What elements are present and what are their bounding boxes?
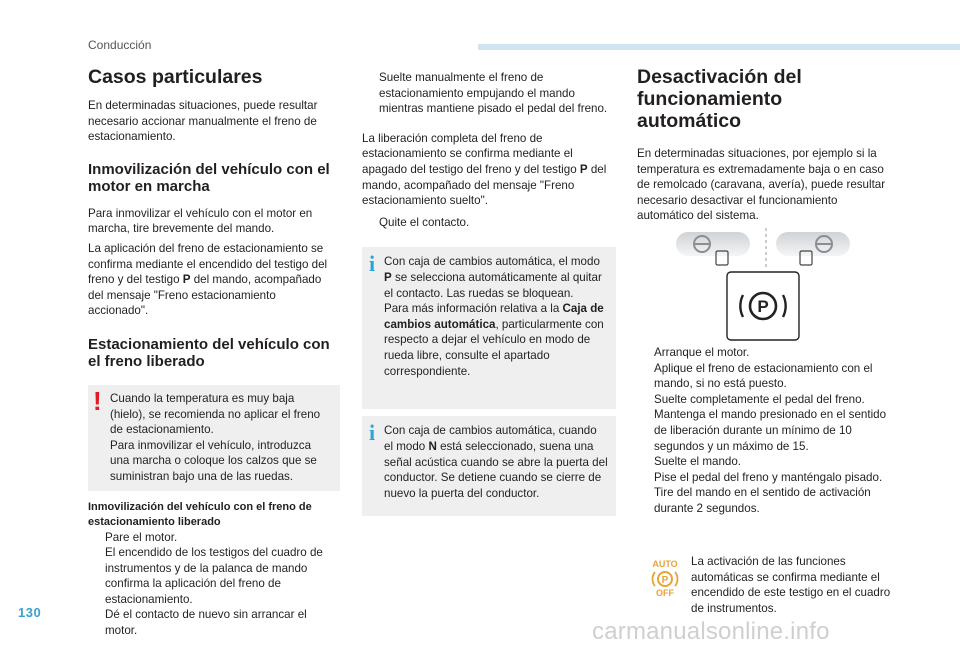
p-symbol: P — [182, 273, 191, 287]
column-1 — [88, 66, 338, 639]
info-text: Para más información relativa a la Caja de cambios automática, particularmente con respecto a dejar el vehículo en modo de rueda libre, consulte el apartado correspondiente. — [384, 302, 604, 378]
info-box-auto-gearbox-n — [362, 416, 616, 516]
parking-brake-control-icon — [727, 272, 799, 340]
info-icon: i — [369, 251, 376, 277]
step-item: Dé el contacto de nuevo sin arrancar el motor. — [105, 608, 307, 638]
page-number: 130 — [18, 605, 42, 620]
warning-text: Para inmovilizar el vehículo, introduzca una marcha o coloque los calzos que se suministran bajo una de las ruedas. — [110, 438, 317, 483]
info-text: Con caja de cambios automática, cuando el modo N está seleccionado, suena una señal acústica cuando se abre la puerta del conductor. Se detiene cuando se cierre de nuevo la puerta del conductor. — [384, 424, 608, 500]
deactivation-steps-list — [637, 345, 891, 517]
section-header: Conducción — [88, 38, 152, 52]
step-item: Pare el motor. El encendido de los testigos del cuadro de instrumentos y de la palanca de mando confirma la aplicación del freno de estacionamiento. — [105, 530, 323, 606]
column-2 — [362, 66, 616, 516]
step-item: Arranque el motor. — [654, 346, 750, 359]
step-item: Suelte el mando. — [654, 455, 742, 469]
column-3 — [637, 66, 891, 224]
control-p-label: P — [757, 297, 769, 316]
intro-paragraph: En determinadas situaciones, por ejemplo si la temperatura es extremadamente baja o en caso de remolcado (caravana, avería), puede resultar necesario desactivar el funcionamiento automático del sistema. — [637, 147, 886, 223]
title-casos-particulares: Casos particulares — [88, 66, 263, 88]
header-bar — [478, 44, 960, 50]
brake-pedal-right-icon — [776, 232, 850, 265]
section-freno-liberado-title: Estacionamiento del vehículo con el freno liberado — [88, 335, 330, 370]
step-item: Tire del mando en el sentido de activación durante 2 segundos. — [654, 486, 871, 515]
info-icon: i — [369, 420, 376, 446]
parking-brake-illustration — [672, 224, 862, 344]
info-text: Con caja de cambios automática, el modo P se selecciona automáticamente al quitar el contacto. Las ruedas se bloquean. — [384, 255, 602, 300]
paragraph: La liberación completa del freno de estacionamiento se confirma mediante el apagado del testigo del freno y del testigo P del mando, acompañado del mensaje "Freno estacionamiento suelto". — [362, 131, 607, 208]
step-item: Pise el pedal del freno y manténgalo pisado. — [654, 470, 883, 484]
activation-note: La activación de las funciones automáticas se confirma mediante el encendido de este testigo en el cuadro de instrumentos. — [691, 555, 891, 615]
subsection-title: Inmovilización del vehículo con el freno de estacionamiento liberado — [88, 500, 312, 528]
step-item: Quite el contacto. — [379, 215, 470, 229]
svg-text:P: P — [661, 575, 669, 586]
watermark: carmanualsonline.info — [592, 618, 830, 645]
p-symbol: P — [579, 162, 588, 176]
warning-icon: ! — [93, 385, 102, 416]
step-item: Suelte manualmente el freno de estacionamiento empujando el mando mientras mantiene pisado el pedal del freno. — [379, 71, 608, 116]
paragraph: Para inmovilizar el vehículo con el motor en marcha, tire brevemente del mando. — [88, 206, 313, 236]
warning-box — [88, 385, 340, 491]
intro-paragraph: En determinadas situaciones, puede resultar necesario accionar manualmente el freno de estacionamiento. — [88, 99, 318, 144]
step-item: Aplique el freno de estacionamiento con el mando, si no está puesto. — [654, 361, 873, 391]
info-box-auto-gearbox-p — [362, 247, 616, 409]
step-item: Mantenga el mando presionado en el sentido de liberación durante un mínimo de 10 segundos y un máximo de 15. — [654, 408, 887, 453]
paragraph: La aplicación del freno de estacionamiento se confirma mediante el encendido del testigo del freno y del testigo P del mando, acompañado del mensaje "Freno estacionamiento accionado". — [88, 241, 328, 318]
auto-p-off-warning-icon: AUTO P OFF — [652, 559, 678, 598]
warning-text: Cuando la temperatura es muy baja (hielo), se recomienda no aplicar el freno de estacionamiento. — [110, 391, 321, 437]
brake-pedal-left-icon — [676, 232, 750, 265]
title-desactivacion: Desactivación del funcionamiento automático — [637, 66, 802, 132]
step-item: Suelte completamente el pedal del freno. — [654, 392, 865, 406]
section-motor-en-marcha-title: Inmovilización del vehículo con el motor en marcha — [88, 160, 330, 195]
